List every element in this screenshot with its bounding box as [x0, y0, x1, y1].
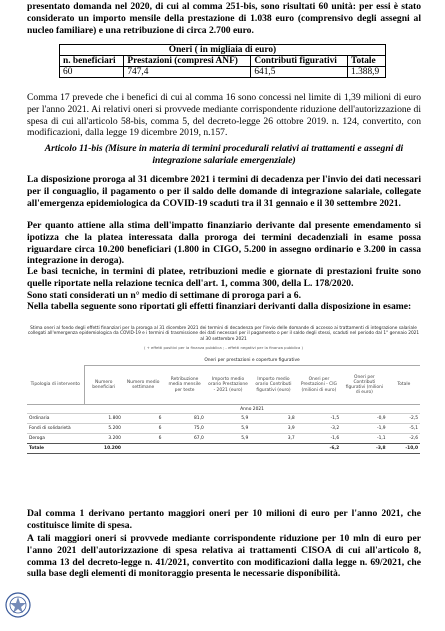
emblem-icon [4, 588, 32, 622]
cell: 67,0 [163, 434, 205, 444]
cell: -1,6 [297, 434, 341, 444]
paragraph-comma-17: Comma 17 prevede che i benefici di cui al comma 16 sono concessi nel limite di 1,39 milioni di euro per l'anno 2021. Ai relativi oneri si provvede mediante corrispondente riduzione dell'autorizzazione di spesa di cui all'articolo 58-bis, comma 5, del decreto-legge 26 ottobre 2019. n. 124, convertito, con modificazioni, dalla legge 19 dicembre 2019, n.157. [27, 92, 421, 139]
paragraph-proroga: La disposizione proroga al 31 dicembre 2021 i termini di decadenza per l'invio dei dati necessari per il conguaglio, il pagamento o per il saldo delle domande di integrazione salariale, collegate all'emergenza epidemiologica da COVID-19 scaduti tra il 31 gennaio e il 30 settembre 2021. [27, 174, 421, 209]
cell [123, 444, 163, 454]
scan-col-prestazione: Importo medio orario Prestazione - 2021 (euro) [208, 377, 248, 393]
cell: 6 [123, 434, 163, 444]
cell-prestazioni: 747,4 [124, 67, 251, 78]
cell: 5.200 [84, 424, 123, 434]
oneri-table [59, 44, 386, 78]
cell: -3,2 [297, 424, 341, 434]
cell: 3,9 [250, 424, 296, 434]
scanned-effects-table [27, 322, 420, 453]
cell: -2,5 [388, 414, 420, 424]
cell: 3,7 [250, 434, 296, 444]
scan-col-tipologia: Tipologia di intervento [30, 382, 80, 388]
scan-data-table [27, 356, 420, 454]
cell [206, 444, 250, 454]
cell-contributi: 641,5 [251, 67, 348, 78]
col-header-contributi: Contributi figurativi [251, 56, 348, 67]
table-row [27, 424, 420, 434]
cell: 10.200 [84, 444, 123, 454]
col-header-beneficiari: n. beneficiari [60, 56, 124, 67]
paragraph-stima: Per quanto attiene alla stima dell'impatto finanziario derivante dal presente emendamento si ipotizza che la platea interessata dalla proroga dei termini decadenziali in esame possa riguardare circa 10.200 beneficiari (1.800 in CIGO, 5.200 in assegno ordinario e 3.200 in cassa integrazione in deroga). [27, 220, 421, 267]
cell: 6 [123, 414, 163, 424]
cell: 5,9 [206, 414, 250, 424]
paragraph-maggiori-oneri: Dal comma 1 derivano pertanto maggiori oneri per 10 milioni di euro per l'anno 2021, che costituisce limite di spesa. [27, 508, 421, 531]
cell: -6,2 [297, 444, 341, 454]
cell: 6 [123, 424, 163, 434]
cell: -1,5 [297, 414, 341, 424]
cell: 75,0 [163, 424, 205, 434]
cell: 5,9 [206, 434, 250, 444]
paragraph-basi-tecniche: Le basi tecniche, in termini di platee, retribuzioni medie e giornate di prestazioni fruite sono quelle riportate nella relazione tecnica dell'art. 1, comma 300, della L. 178/2020. [27, 266, 421, 289]
paragraph-tabella-intro: Nella tabella seguente sono riportati gli effetti finanziari derivanti dalla disposizione in esame: [27, 301, 412, 312]
scan-col-retribuzione: Retribuzione media mensile per teste [168, 377, 201, 393]
paragraph-copertura: A tali maggiori oneri si provvede mediante corrispondente riduzione per 10 mln di euro per l'anno 2021 dell'autorizzazione di spesa relativa ai trattamenti CISOA di cui all'articolo 8, comma 13 del decreto-legge n. 41/2021, convertito con modificazioni dalla legge n. 69/2021, che sulla base degli elementi di monitoraggio presenta le necessarie disponibilità. [27, 533, 421, 580]
table-row [27, 414, 420, 424]
scan-col-oneri-contributi: Oneri per Contributi figurativi (milioni di euro) [345, 374, 384, 396]
cell-totale: 1.388,9 [348, 67, 386, 78]
cell [250, 444, 296, 454]
scan-table-caption: Stima oneri al fondo degli effetti finanziari per la proroga al 31 dicembre 2021 dei termini di decadenza per l'invio delle domande di accesso ai trattamenti di integrazione salariale collegati all'emergenza epidemiologica da COVID-19 e i termini di trasmissione dei dati necessari per il pagamento o per il saldo degli stessi, scaduti nel periodo dal 1° gennaio 2021 al 30 settembre 2021 [27, 326, 420, 342]
row-label: Deroga [27, 434, 84, 444]
scan-group-header: Oneri per prestazioni e coperture figurative [84, 356, 420, 366]
scan-col-beneficiari: Numero beneficiari [84, 366, 123, 405]
cell [163, 444, 205, 454]
row-label: Ordinaria [27, 414, 84, 424]
cell: -0,9 [341, 414, 387, 424]
oneri-table-title: Oneri ( in migliaia di euro) [60, 45, 386, 56]
cell: 3.200 [84, 434, 123, 444]
row-label: Fondi di solidarietà [27, 424, 84, 434]
scan-col-oneri-cig: Oneri per Prestazioni - CIG (milioni di euro) [300, 377, 337, 393]
scan-col-totale: Totale [397, 382, 411, 388]
cell: 5,9 [206, 424, 250, 434]
scan-col-settimane: Numero medio settimane [126, 379, 160, 390]
cell: -2,6 [388, 434, 420, 444]
cell: 3,8 [250, 414, 296, 424]
cell-beneficiari: 60 [60, 67, 124, 78]
paragraph-settimane: Sono stati considerati un n° medio di settimane di proroga pari a 6. [27, 290, 301, 301]
cell: -1,1 [341, 434, 387, 444]
table-row [27, 434, 420, 444]
scan-table-note: ( + effetti positivi per la finanza pubblica ; - effetti negativi per la finanza pubblica ) [143, 345, 304, 350]
article-heading: Articolo 11-bis (Misure in materia di termini procedurali relativi ai trattamenti e assegni di integrazione salariale emergenziale) [44, 143, 404, 166]
table-total-row [27, 444, 420, 454]
cell: -1,9 [341, 424, 387, 434]
cell: -10,0 [388, 444, 420, 454]
cell: -3,8 [341, 444, 387, 454]
scan-year-label: Anno 2021 [84, 405, 420, 414]
col-header-totale: Totale [348, 56, 386, 67]
cell: 1.800 [84, 414, 123, 424]
cell: 81,0 [163, 414, 205, 424]
paragraph-intro: presentato domanda nel 2020, di cui al comma 251-bis, sono risultati 60 unità: per essi è stato considerato un importo mensile della prestazione di 1.038 euro (comprensivo degli assegni al nucleo familiare) e una retribuzione di circa 2.700 euro. [27, 1, 421, 36]
cell: -5,1 [388, 424, 420, 434]
row-label: Totale [27, 444, 84, 454]
scan-col-contributi: Importo medio orario Contributi figurativi (euro) [255, 377, 292, 393]
col-header-prestazioni: Prestazioni (compresi ANF) [124, 56, 251, 67]
